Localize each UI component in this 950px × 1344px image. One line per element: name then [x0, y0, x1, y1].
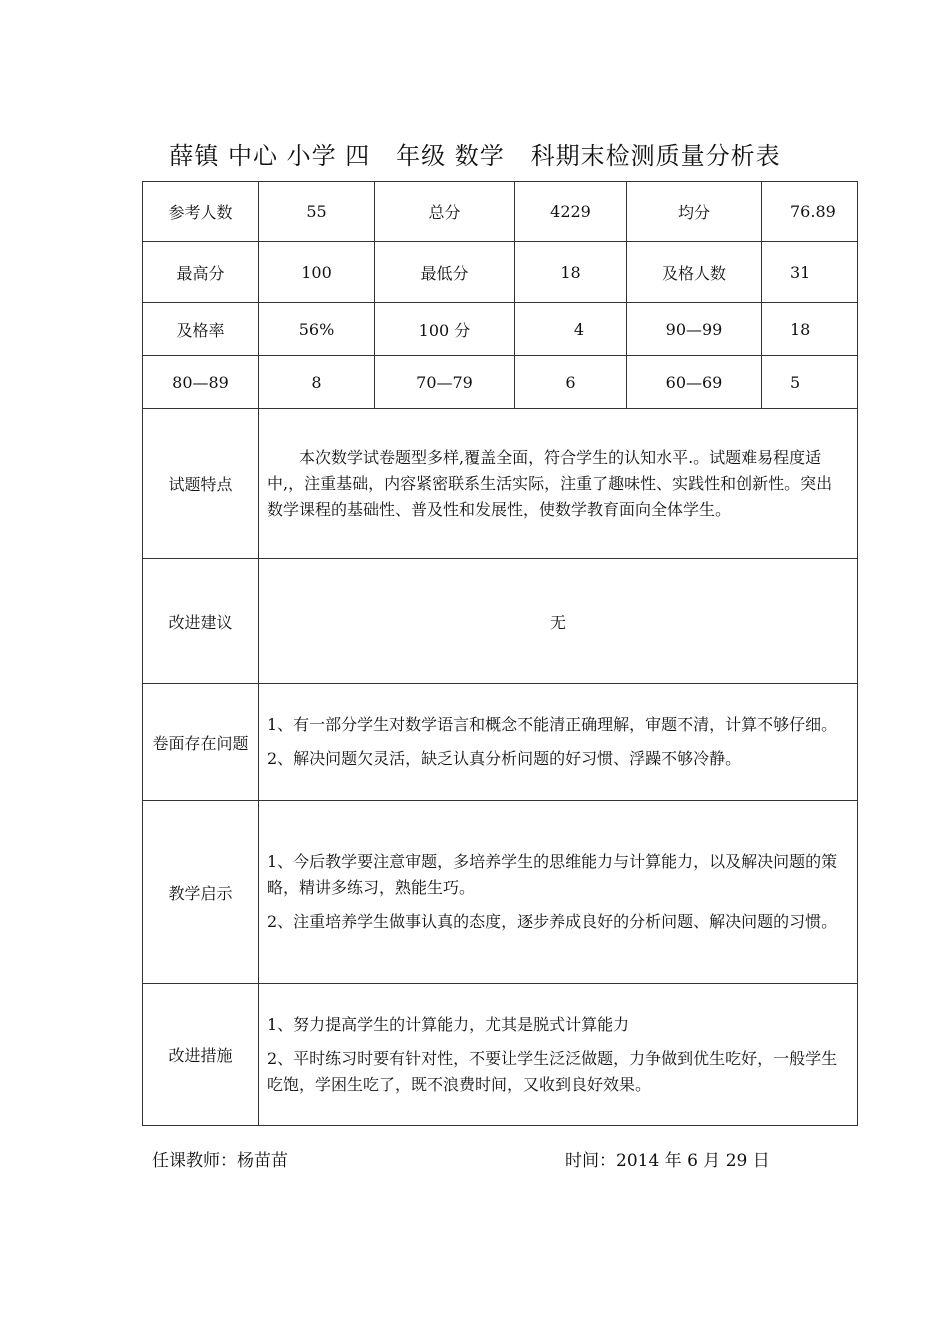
page-title: 薛镇 中心 小学 四 年级 数学 科期末检测质量分析表	[169, 142, 781, 170]
label-highest: 最高分	[143, 242, 259, 303]
section-label-problems: 卷面存在问题	[143, 684, 259, 801]
section-label-measures: 改进措施	[143, 984, 259, 1126]
value-range-80-89: 8	[259, 356, 375, 409]
label-range-80-89: 80—89	[143, 356, 259, 409]
label-average: 均分	[627, 182, 762, 242]
label-pass-rate: 及格率	[143, 303, 259, 356]
label-range-90-99: 90—99	[627, 303, 762, 356]
label-lowest: 最低分	[375, 242, 515, 303]
suggestions-text: 无	[259, 559, 858, 684]
section-body-problems	[259, 684, 858, 801]
value-highest: 100	[259, 242, 375, 303]
label-participants: 参考人数	[143, 182, 259, 242]
value-pass-count: 31	[762, 242, 858, 303]
section-body-features	[259, 409, 858, 559]
value-score-100: 4	[515, 303, 627, 356]
insights-item-2: 2、注重培养学生做事认真的态度，逐步养成良好的分析问题、解决问题的习惯。	[267, 912, 838, 931]
value-average: 76.89	[762, 182, 858, 242]
section-features	[143, 409, 858, 559]
label-range-70-79: 70—79	[375, 356, 515, 409]
label-range-60-69: 60—69	[627, 356, 762, 409]
report-date: 时间：2014 年 6 月 29 日	[565, 1151, 770, 1171]
stats-row-3	[143, 303, 858, 356]
insights-item-1: 1、今后教学要注意审题，多培养学生的思维能力与计算能力，以及解决问题的策略，精讲多练习，熟能生巧。	[267, 852, 838, 897]
label-score-100: 100 分	[375, 303, 515, 356]
value-range-70-79: 6	[515, 356, 627, 409]
problems-item-2: 2、解决问题欠灵活，缺乏认真分析问题的好习惯、浮躁不够冷静。	[267, 749, 742, 768]
value-participants: 55	[259, 182, 375, 242]
value-total-score: 4229	[515, 182, 627, 242]
value-range-60-69: 5	[762, 356, 858, 409]
section-problems	[143, 684, 858, 801]
analysis-table	[142, 181, 858, 1126]
value-lowest: 18	[515, 242, 627, 303]
teacher-signature: 任课教师：杨苗苗	[152, 1151, 288, 1171]
section-suggestions	[143, 559, 858, 684]
stats-row-1	[143, 182, 858, 242]
stats-row-2	[143, 242, 858, 303]
section-insights	[143, 801, 858, 984]
section-measures	[143, 984, 858, 1126]
stats-row-4	[143, 356, 858, 409]
label-total-score: 总分	[375, 182, 515, 242]
section-label-insights: 教学启示	[143, 801, 259, 984]
measures-item-2: 2、平时练习时要有针对性，不要让学生泛泛做题，力争做到优生吃好，一般学生吃饱，学困生吃了，既不浪费时间，又收到良好效果。	[267, 1048, 838, 1094]
label-pass-count: 及格人数	[627, 242, 762, 303]
value-pass-rate: 56%	[259, 303, 375, 356]
features-text: 本次数学试卷题型多样,覆盖全面，符合学生的认知水平.。试题难易程度适中,，注重基础，内容紧密联系生活实际，注重了趣味性、实践性和创新性。突出数学课程的基础性、普及性和发展性，使数学教育面向全体学生。	[267, 447, 833, 519]
section-label-suggestions: 改进建议	[143, 559, 259, 684]
problems-item-1: 1、有一部分学生对数学语言和概念不能清正确理解，审题不清，计算不够仔细。	[267, 715, 838, 734]
section-body-insights	[259, 801, 858, 984]
section-body-measures	[259, 984, 858, 1126]
section-label-features: 试题特点	[143, 409, 259, 559]
value-range-90-99: 18	[762, 303, 858, 356]
measures-item-1: 1、努力提高学生的计算能力，尤其是脱式计算能力	[267, 1014, 630, 1034]
